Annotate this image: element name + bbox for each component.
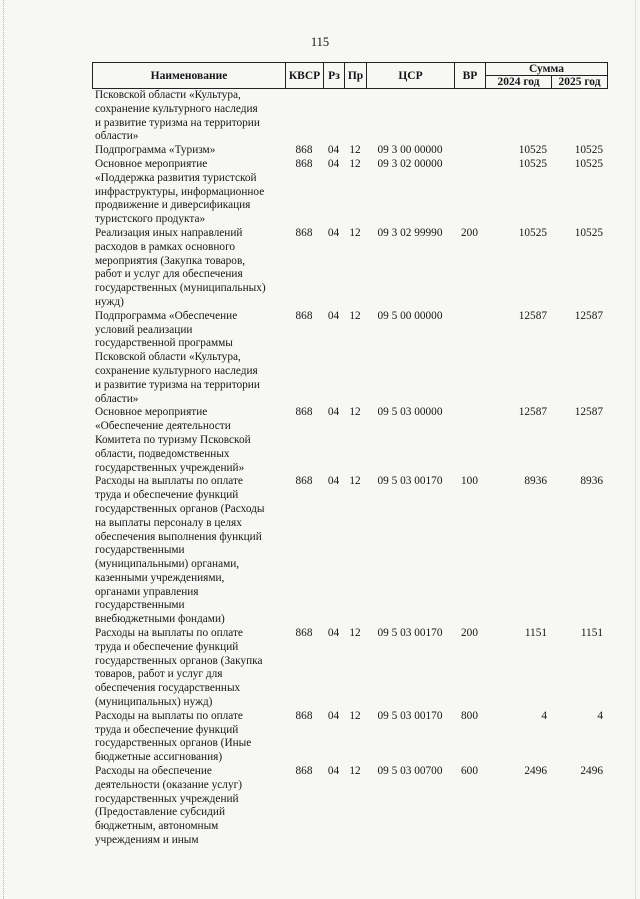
row-kvsr — [285, 227, 323, 310]
row-csr — [366, 765, 454, 848]
row-sum-2025 — [551, 310, 607, 407]
row-name-text: Подпрограмма «Туризм» — [95, 144, 216, 157]
row-name — [92, 406, 285, 475]
row-sum-2025-text: 10525 — [574, 226, 603, 239]
row-rz — [323, 765, 344, 848]
row-sum-2025-text: 2496 — [580, 765, 603, 778]
row-pr — [344, 765, 366, 848]
row-name-text: Расходы на выплаты по оплате труда и обеспечение функций государственных органов (Расходы на выплаты персоналу в целях обеспечения выполнения функций государственными (муниципальными) органами, казенными учреждениями, органами управления государственными внебюджетными фондами) — [95, 475, 265, 626]
row-rz — [323, 406, 344, 475]
row-sum-2024 — [485, 475, 551, 627]
row-sum-2025 — [551, 227, 607, 310]
row-sum-2024 — [485, 144, 551, 158]
header-rz: Рз — [324, 63, 345, 89]
budget-table-body — [92, 89, 607, 848]
table-row — [92, 310, 607, 407]
row-vr-text: 800 — [461, 709, 478, 722]
row-name — [92, 765, 285, 848]
row-rz — [323, 158, 344, 227]
row-name — [92, 89, 285, 144]
row-rz — [323, 310, 344, 407]
table-row — [92, 158, 607, 227]
row-sum-2024-text: 10525 — [518, 157, 547, 170]
row-rz — [323, 710, 344, 765]
table-row — [92, 406, 607, 475]
header-name: Наименование — [93, 63, 286, 89]
row-sum-2024-text: 8936 — [524, 475, 547, 488]
row-vr — [454, 158, 485, 227]
row-vr — [454, 144, 485, 158]
table-row — [92, 710, 607, 765]
row-vr-text: 200 — [461, 226, 478, 239]
row-sum-2025-text: 1151 — [580, 627, 603, 640]
row-pr-text: 12 — [349, 157, 361, 170]
row-csr-text: 09 5 03 00170 — [377, 627, 443, 640]
row-sum-2025 — [551, 406, 607, 475]
row-sum-2024-text: 10525 — [518, 144, 547, 157]
row-sum-2024 — [485, 627, 551, 710]
row-name-text: Основное мероприятие «Обеспечение деятельности Комитета по туризму Псковской области, подведомственных государственных учреждений» — [95, 406, 251, 474]
row-rz — [323, 89, 344, 144]
row-name-text: Основное мероприятие «Поддержка развития туристской инфраструктуры, информационное продвижение и диверсификация туристского продукта» — [95, 157, 265, 226]
table-row — [92, 765, 607, 848]
row-sum-2025-text: 4 — [597, 709, 603, 722]
row-csr — [366, 144, 454, 158]
row-rz-text: 04 — [327, 475, 340, 488]
row-pr — [344, 627, 366, 710]
row-pr — [344, 144, 366, 158]
row-rz-text: 04 — [327, 157, 340, 170]
row-csr-text: 09 3 02 99990 — [377, 226, 443, 239]
row-csr-text: 09 5 03 00000 — [377, 406, 443, 419]
row-rz — [323, 627, 344, 710]
row-csr — [366, 710, 454, 765]
budget-table-header — [92, 62, 608, 89]
row-sum-2025 — [551, 475, 607, 627]
row-pr — [344, 158, 366, 227]
row-csr — [366, 310, 454, 407]
header-sum: Сумма — [486, 63, 608, 76]
row-kvsr-text: 868 — [295, 157, 313, 170]
row-rz-text: 04 — [327, 765, 340, 778]
row-kvsr-text: 868 — [295, 226, 313, 239]
row-sum-2024 — [485, 227, 551, 310]
row-vr-text: 600 — [461, 765, 478, 778]
row-pr-text: 12 — [349, 709, 361, 722]
row-name — [92, 475, 285, 627]
row-name-text: Подпрограмма «Обеспечение условий реализации государственной программы Псковской области «Культура, сохранение культурного наследия и развитие туризма на территории области» — [95, 309, 260, 405]
row-sum-2025 — [551, 765, 607, 848]
row-name — [92, 144, 285, 158]
row-sum-2024-text: 10525 — [518, 226, 547, 239]
row-vr — [454, 710, 485, 765]
row-csr — [366, 227, 454, 310]
row-kvsr — [285, 627, 323, 710]
row-rz-text: 04 — [327, 709, 340, 722]
row-pr — [344, 310, 366, 407]
header-kvsr: КВСР — [286, 63, 324, 89]
scan-edge-left — [0, 0, 4, 899]
row-name-text: Псковской области «Культура, сохранение культурного наследия и развитие туризма на территории области» — [95, 89, 260, 143]
row-pr-text: 12 — [349, 226, 361, 239]
row-sum-2024-text: 12587 — [518, 309, 547, 322]
row-sum-2024-text: 1151 — [524, 627, 547, 640]
header-pr: Пр — [345, 63, 367, 89]
row-kvsr — [285, 144, 323, 158]
row-kvsr-text: 868 — [295, 765, 313, 778]
row-sum-2025-text: 10525 — [574, 157, 603, 170]
row-vr-text: 100 — [461, 475, 478, 488]
row-csr-text: 09 5 03 00170 — [377, 475, 443, 488]
row-sum-2025-text: 12587 — [574, 309, 603, 322]
row-sum-2024 — [485, 310, 551, 407]
row-sum-2025-text: 8936 — [580, 475, 603, 488]
row-sum-2024 — [485, 765, 551, 848]
row-name — [92, 627, 285, 710]
row-vr — [454, 406, 485, 475]
table-row — [92, 89, 607, 144]
row-rz — [323, 475, 344, 627]
scan-edge-right — [635, 0, 638, 899]
row-name-text: Расходы на обеспечение деятельности (оказание услуг) государственных учреждений (Предоставление субсидий бюджетным, автономным учреждениям и иным — [95, 765, 242, 847]
row-rz-text: 04 — [327, 144, 340, 157]
row-csr-text: 09 5 03 00700 — [377, 765, 443, 778]
row-vr — [454, 627, 485, 710]
row-pr-text: 12 — [349, 765, 361, 778]
row-kvsr — [285, 310, 323, 407]
row-kvsr — [285, 406, 323, 475]
row-sum-2024 — [485, 158, 551, 227]
row-sum-2025 — [551, 710, 607, 765]
row-csr-text: 09 3 02 00000 — [377, 157, 443, 170]
row-rz — [323, 144, 344, 158]
table-row — [92, 627, 607, 710]
row-kvsr-text: 868 — [295, 144, 313, 157]
row-pr-text: 12 — [349, 406, 361, 419]
row-kvsr — [285, 765, 323, 848]
page-number: 115 — [310, 35, 330, 49]
row-sum-2024-text: 2496 — [524, 765, 547, 778]
row-sum-2024 — [485, 406, 551, 475]
row-vr-text: 200 — [461, 627, 478, 640]
row-csr-text: 09 5 03 00170 — [377, 709, 443, 722]
row-csr — [366, 406, 454, 475]
row-kvsr-text: 868 — [295, 406, 313, 419]
row-name — [92, 310, 285, 407]
row-pr — [344, 475, 366, 627]
row-sum-2025 — [551, 144, 607, 158]
header-vr: ВР — [455, 63, 486, 89]
row-rz-text: 04 — [327, 226, 340, 239]
row-csr — [366, 627, 454, 710]
row-sum-2025 — [551, 158, 607, 227]
row-rz-text: 04 — [327, 309, 340, 322]
table-row — [92, 227, 607, 310]
row-pr-text: 12 — [349, 475, 361, 488]
row-kvsr-text: 868 — [295, 627, 313, 640]
row-pr-text: 12 — [349, 627, 361, 640]
row-kvsr — [285, 158, 323, 227]
row-pr-text: 12 — [349, 144, 361, 157]
row-rz — [323, 227, 344, 310]
row-name-text: Реализация иных направлений расходов в рамках основного мероприятия (Закупка товаров, работ и услуг для обеспечения государственных (муниципальных) нужд) — [95, 226, 266, 308]
row-vr — [454, 89, 485, 144]
row-pr — [344, 227, 366, 310]
row-name-text: Расходы на выплаты по оплате труда и обеспечение функций государственных органов (Закупка товаров, работ и услуг для обеспечения государственных (муниципальных) нужд) — [95, 627, 263, 709]
row-pr-text: 12 — [349, 309, 361, 322]
row-sum-2025 — [551, 627, 607, 710]
row-kvsr-text: 868 — [295, 475, 313, 488]
table-row — [92, 144, 607, 158]
header-csr: ЦСР — [367, 63, 455, 89]
row-csr-text: 09 5 00 00000 — [377, 309, 443, 322]
row-name — [92, 227, 285, 310]
row-kvsr — [285, 89, 323, 144]
row-csr — [366, 89, 454, 144]
row-vr — [454, 765, 485, 848]
row-kvsr — [285, 475, 323, 627]
row-rz-text: 04 — [327, 627, 340, 640]
row-name-text: Расходы на выплаты по оплате труда и обеспечение функций государственных органов (Иные бюджетные ассигнования) — [95, 709, 252, 764]
row-csr-text: 09 3 00 00000 — [377, 144, 443, 157]
table-row — [92, 475, 607, 627]
row-csr — [366, 475, 454, 627]
row-name — [92, 158, 285, 227]
row-sum-2024 — [485, 710, 551, 765]
row-csr — [366, 158, 454, 227]
row-pr — [344, 406, 366, 475]
row-pr — [344, 89, 366, 144]
row-sum-2025-text: 12587 — [574, 406, 603, 419]
header-year-2024: 2024 год — [486, 76, 552, 89]
row-vr — [454, 227, 485, 310]
row-rz-text: 04 — [327, 406, 340, 419]
row-name — [92, 710, 285, 765]
row-vr — [454, 310, 485, 407]
row-sum-2024-text: 12587 — [518, 406, 547, 419]
row-sum-2025 — [551, 89, 607, 144]
row-pr — [344, 710, 366, 765]
row-sum-2024-text: 4 — [541, 709, 547, 722]
row-sum-2025-text: 10525 — [574, 144, 603, 157]
row-vr — [454, 475, 485, 627]
row-sum-2024 — [485, 89, 551, 144]
row-kvsr-text: 868 — [295, 709, 313, 722]
row-kvsr-text: 868 — [295, 309, 313, 322]
header-year-2025: 2025 год — [552, 76, 608, 89]
row-kvsr — [285, 710, 323, 765]
